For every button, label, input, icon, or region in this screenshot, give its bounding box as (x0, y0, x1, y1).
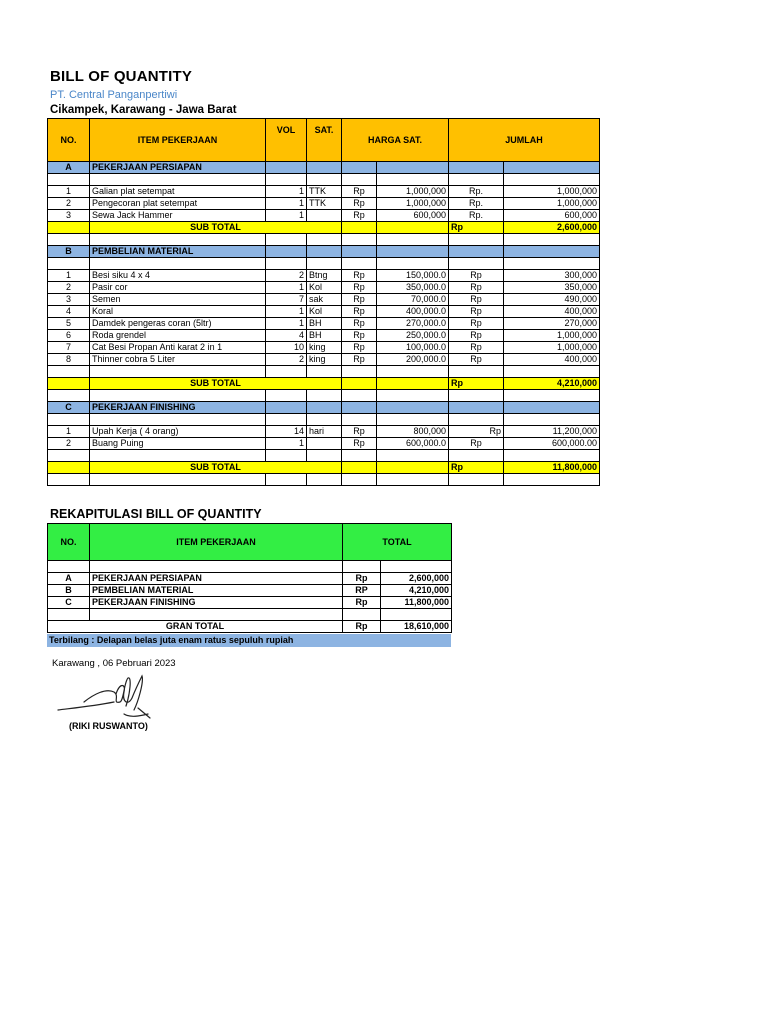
section-name: PEMBELIAN MATERIAL (90, 246, 266, 258)
row-jumlah: 1,000,000 (504, 186, 600, 198)
empty-cell (90, 258, 266, 270)
subtotal-value: 2,600,000 (504, 222, 600, 234)
row-currency: Rp (342, 438, 377, 450)
empty-cell (48, 609, 90, 621)
empty-cell (377, 390, 449, 402)
row-currency-2: Rp (449, 426, 504, 438)
row-item: Thinner cobra 5 Liter (90, 354, 266, 366)
row-item: Buang Puing (90, 438, 266, 450)
row-harga: 150,000.0 (377, 270, 449, 282)
empty-cell (377, 234, 449, 246)
empty-cell (377, 462, 449, 474)
row-currency-2: Rp. (449, 198, 504, 210)
row-currency: Rp (342, 426, 377, 438)
empty-cell (377, 222, 449, 234)
blank-row (48, 258, 600, 270)
row-no: 8 (48, 354, 90, 366)
row-vol: 1 (266, 306, 307, 318)
empty-cell (504, 366, 600, 378)
row-currency-2: Rp (449, 330, 504, 342)
subtotal-currency: Rp (449, 462, 504, 474)
empty-cell (342, 258, 377, 270)
subtotal-label: SUB TOTAL (90, 462, 342, 474)
empty-cell (307, 234, 342, 246)
col-header-jumlah: JUMLAH (449, 119, 600, 162)
row-vol: 1 (266, 210, 307, 222)
row-currency: Rp (342, 210, 377, 222)
row-currency-2: Rp (449, 354, 504, 366)
empty-cell (381, 609, 452, 621)
row-harga: 800,000 (377, 426, 449, 438)
empty-cell (342, 462, 377, 474)
empty-cell (342, 222, 377, 234)
empty-cell (266, 402, 307, 414)
row-harga: 350,000.0 (377, 282, 449, 294)
row-currency-2: Rp (449, 342, 504, 354)
row-currency: Rp (342, 282, 377, 294)
row-currency: Rp (342, 318, 377, 330)
empty-cell (449, 234, 504, 246)
boq-table (47, 118, 600, 486)
empty-cell (504, 174, 600, 186)
row-jumlah: 1,000,000 (504, 198, 600, 210)
row-no: 2 (48, 438, 90, 450)
empty-cell (48, 366, 90, 378)
empty-cell (504, 258, 600, 270)
rekap-no: A (48, 573, 90, 585)
row-harga: 600,000 (377, 210, 449, 222)
rekap-row (48, 597, 452, 609)
row-sat: sak (307, 294, 342, 306)
row-jumlah: 600,000 (504, 210, 600, 222)
empty-cell (504, 414, 600, 426)
empty-cell (90, 174, 266, 186)
blank-row (48, 561, 452, 573)
blank-row (48, 390, 600, 402)
row-jumlah: 600,000.00 (504, 438, 600, 450)
row-currency: Rp (342, 294, 377, 306)
rekap-row (48, 573, 452, 585)
subtotal-row (48, 378, 600, 390)
empty-cell (307, 450, 342, 462)
row-no: 2 (48, 282, 90, 294)
empty-cell (377, 378, 449, 390)
row-currency-2: Rp (449, 438, 504, 450)
row-currency: Rp (342, 198, 377, 210)
rekap-row (48, 585, 452, 597)
rekap-table (47, 523, 452, 633)
row-currency-2: Rp (449, 318, 504, 330)
empty-cell (307, 474, 342, 486)
empty-cell (504, 450, 600, 462)
empty-cell (307, 246, 342, 258)
row-harga: 1,000,000 (377, 186, 449, 198)
empty-cell (449, 174, 504, 186)
table-row (48, 306, 600, 318)
subtotal-row (48, 462, 600, 474)
empty-cell (343, 561, 381, 573)
row-vol: 1 (266, 282, 307, 294)
row-vol: 14 (266, 426, 307, 438)
grand-total-label: GRAN TOTAL (48, 621, 343, 633)
empty-cell (266, 366, 307, 378)
row-sat: king (307, 354, 342, 366)
row-vol: 2 (266, 270, 307, 282)
row-no: 2 (48, 198, 90, 210)
empty-cell (266, 234, 307, 246)
section-header-row (48, 162, 600, 174)
row-sat (307, 210, 342, 222)
row-sat: TTK (307, 186, 342, 198)
empty-cell (266, 246, 307, 258)
empty-cell (266, 390, 307, 402)
row-item: Pasir cor (90, 282, 266, 294)
empty-cell (307, 402, 342, 414)
table-row (48, 330, 600, 342)
blank-row (48, 609, 452, 621)
row-item: Semen (90, 294, 266, 306)
empty-cell (504, 474, 600, 486)
empty-cell (377, 258, 449, 270)
section-name: PEKERJAAN PERSIAPAN (90, 162, 266, 174)
terbilang-amount-in-words: Terbilang : Delapan belas juta enam ratus sepuluh rupiah (47, 634, 451, 647)
rekap-col-total: TOTAL (343, 524, 452, 561)
row-no: 6 (48, 330, 90, 342)
empty-cell (342, 234, 377, 246)
row-harga: 100,000.0 (377, 342, 449, 354)
empty-cell (307, 366, 342, 378)
row-item: Damdek pengeras coran (5ltr) (90, 318, 266, 330)
row-no: 4 (48, 306, 90, 318)
section-name: PEKERJAAN FINISHING (90, 402, 266, 414)
row-item: Roda grendel (90, 330, 266, 342)
empty-cell (449, 414, 504, 426)
row-vol: 1 (266, 438, 307, 450)
empty-cell (307, 174, 342, 186)
empty-cell (377, 246, 449, 258)
empty-cell (48, 474, 90, 486)
empty-cell (266, 258, 307, 270)
empty-cell (449, 258, 504, 270)
empty-cell (48, 561, 90, 573)
signature-image (54, 672, 154, 722)
empty-cell (377, 450, 449, 462)
boq-header-row (48, 119, 600, 162)
empty-cell (504, 390, 600, 402)
grand-total-row (48, 621, 452, 633)
empty-cell (307, 162, 342, 174)
row-vol: 4 (266, 330, 307, 342)
empty-cell (381, 561, 452, 573)
row-currency-2: Rp (449, 294, 504, 306)
rekap-total: 4,210,000 (381, 585, 452, 597)
empty-cell (377, 414, 449, 426)
empty-cell (90, 234, 266, 246)
rekap-currency: RP (343, 585, 381, 597)
section-code: A (48, 162, 90, 174)
empty-cell (266, 474, 307, 486)
empty-cell (342, 246, 377, 258)
subtotal-currency: Rp (449, 222, 504, 234)
section-header-row (48, 246, 600, 258)
empty-cell (48, 234, 90, 246)
empty-cell (504, 402, 600, 414)
empty-cell (307, 258, 342, 270)
row-harga: 200,000.0 (377, 354, 449, 366)
empty-cell (266, 450, 307, 462)
empty-cell (449, 246, 504, 258)
section-code: B (48, 246, 90, 258)
row-currency: Rp (342, 306, 377, 318)
row-jumlah: 270,000 (504, 318, 600, 330)
empty-cell (342, 174, 377, 186)
blank-row (48, 414, 600, 426)
row-item: Upah Kerja ( 4 orang) (90, 426, 266, 438)
rekap-col-item: ITEM PEKERJAAN (90, 524, 343, 561)
subtotal-row (48, 222, 600, 234)
empty-cell (48, 174, 90, 186)
signing-date: Karawang , 06 Pebruari 2023 (52, 658, 176, 669)
row-harga: 1,000,000 (377, 198, 449, 210)
empty-cell (449, 366, 504, 378)
row-item: Koral (90, 306, 266, 318)
row-sat: Kol (307, 282, 342, 294)
subtotal-currency: Rp (449, 378, 504, 390)
blank-row (48, 450, 600, 462)
table-row (48, 210, 600, 222)
empty-cell (266, 174, 307, 186)
empty-cell (342, 450, 377, 462)
row-sat: Btng (307, 270, 342, 282)
row-no: 3 (48, 210, 90, 222)
row-sat: TTK (307, 198, 342, 210)
empty-cell (342, 390, 377, 402)
section-code: C (48, 402, 90, 414)
row-currency-2: Rp (449, 270, 504, 282)
signer-name: (RIKI RUSWANTO) (69, 721, 148, 731)
row-sat: BH (307, 318, 342, 330)
row-no: 7 (48, 342, 90, 354)
row-jumlah: 490,000 (504, 294, 600, 306)
empty-cell (449, 450, 504, 462)
row-jumlah: 300,000 (504, 270, 600, 282)
row-no: 5 (48, 318, 90, 330)
empty-cell (48, 222, 90, 234)
row-jumlah: 400,000 (504, 306, 600, 318)
empty-cell (90, 474, 266, 486)
grand-total-value: 18,610,000 (381, 621, 452, 633)
empty-cell (342, 162, 377, 174)
subtotal-value: 4,210,000 (504, 378, 600, 390)
empty-cell (307, 390, 342, 402)
empty-cell (377, 162, 449, 174)
row-sat: Kol (307, 306, 342, 318)
rekap-no: B (48, 585, 90, 597)
empty-cell (90, 450, 266, 462)
row-harga: 270,000.0 (377, 318, 449, 330)
empty-cell (90, 561, 343, 573)
subtotal-label: SUB TOTAL (90, 378, 342, 390)
empty-cell (90, 609, 343, 621)
row-no: 3 (48, 294, 90, 306)
row-vol: 1 (266, 318, 307, 330)
empty-cell (48, 462, 90, 474)
table-row (48, 294, 600, 306)
blank-row (48, 366, 600, 378)
col-header-no: NO. (48, 119, 90, 162)
rekap-currency: Rp (343, 597, 381, 609)
rekap-col-no: NO. (48, 524, 90, 561)
table-row (48, 426, 600, 438)
empty-cell (266, 414, 307, 426)
empty-cell (90, 414, 266, 426)
row-jumlah: 1,000,000 (504, 342, 600, 354)
row-sat (307, 438, 342, 450)
row-currency: Rp (342, 342, 377, 354)
row-item: Pengecoran plat setempat (90, 198, 266, 210)
rekap-total: 2,600,000 (381, 573, 452, 585)
empty-cell (504, 234, 600, 246)
row-currency-2: Rp. (449, 210, 504, 222)
row-vol: 10 (266, 342, 307, 354)
table-row (48, 186, 600, 198)
row-currency-2: Rp (449, 282, 504, 294)
row-no: 1 (48, 426, 90, 438)
row-no: 1 (48, 270, 90, 282)
row-item: Sewa Jack Hammer (90, 210, 266, 222)
row-vol: 1 (266, 186, 307, 198)
blank-row (48, 234, 600, 246)
empty-cell (343, 609, 381, 621)
blank-row (48, 474, 600, 486)
row-currency-2: Rp (449, 306, 504, 318)
col-header-harga: HARGA SAT. (342, 119, 449, 162)
empty-cell (449, 390, 504, 402)
subtotal-label: SUB TOTAL (90, 222, 342, 234)
row-jumlah: 350,000 (504, 282, 600, 294)
empty-cell (48, 378, 90, 390)
empty-cell (342, 414, 377, 426)
col-header-vol: VOL (266, 119, 307, 162)
rekap-item: PEKERJAAN FINISHING (90, 597, 343, 609)
section-header-row (48, 402, 600, 414)
project-location: Cikampek, Karawang - Jawa Barat (50, 104, 237, 116)
empty-cell (449, 162, 504, 174)
table-row (48, 354, 600, 366)
empty-cell (377, 174, 449, 186)
row-jumlah: 11,200,000 (504, 426, 600, 438)
rekap-currency: Rp (343, 573, 381, 585)
row-sat: BH (307, 330, 342, 342)
table-row (48, 318, 600, 330)
empty-cell (377, 402, 449, 414)
table-row (48, 198, 600, 210)
empty-cell (449, 402, 504, 414)
row-currency: Rp (342, 186, 377, 198)
row-no: 1 (48, 186, 90, 198)
empty-cell (504, 246, 600, 258)
row-sat: king (307, 342, 342, 354)
document-title: BILL OF QUANTITY (50, 68, 193, 85)
empty-cell (504, 162, 600, 174)
empty-cell (307, 414, 342, 426)
table-row (48, 282, 600, 294)
row-harga: 600,000.0 (377, 438, 449, 450)
row-currency: Rp (342, 270, 377, 282)
row-item: Besi siku 4 x 4 (90, 270, 266, 282)
empty-cell (342, 402, 377, 414)
empty-cell (90, 366, 266, 378)
row-jumlah: 400,000 (504, 354, 600, 366)
grand-total-currency: Rp (343, 621, 381, 633)
table-row (48, 270, 600, 282)
empty-cell (48, 414, 90, 426)
row-sat: hari (307, 426, 342, 438)
company-name: PT. Central Panganpertiwi (50, 89, 178, 101)
rekap-no: C (48, 597, 90, 609)
rekap-title: REKAPITULASI BILL OF QUANTITY (50, 507, 262, 521)
empty-cell (48, 258, 90, 270)
col-header-item: ITEM PEKERJAAN (90, 119, 266, 162)
row-currency: Rp (342, 354, 377, 366)
empty-cell (48, 390, 90, 402)
empty-cell (90, 390, 266, 402)
row-vol: 2 (266, 354, 307, 366)
row-currency-2: Rp. (449, 186, 504, 198)
empty-cell (377, 366, 449, 378)
rekap-total: 11,800,000 (381, 597, 452, 609)
col-header-sat: SAT. (307, 119, 342, 162)
rekap-header-row (48, 524, 452, 561)
row-vol: 1 (266, 198, 307, 210)
row-vol: 7 (266, 294, 307, 306)
rekap-item: PEMBELIAN MATERIAL (90, 585, 343, 597)
row-harga: 400,000.0 (377, 306, 449, 318)
row-item: Cat Besi Propan Anti karat 2 in 1 (90, 342, 266, 354)
row-item: Galian plat setempat (90, 186, 266, 198)
row-currency: Rp (342, 330, 377, 342)
row-jumlah: 1,000,000 (504, 330, 600, 342)
empty-cell (342, 474, 377, 486)
subtotal-value: 11,800,000 (504, 462, 600, 474)
table-row (48, 342, 600, 354)
row-harga: 70,000.0 (377, 294, 449, 306)
empty-cell (266, 162, 307, 174)
empty-cell (449, 474, 504, 486)
blank-row (48, 174, 600, 186)
row-harga: 250,000.0 (377, 330, 449, 342)
empty-cell (377, 474, 449, 486)
empty-cell (48, 450, 90, 462)
table-row (48, 438, 600, 450)
rekap-item: PEKERJAAN PERSIAPAN (90, 573, 343, 585)
empty-cell (342, 378, 377, 390)
empty-cell (342, 366, 377, 378)
